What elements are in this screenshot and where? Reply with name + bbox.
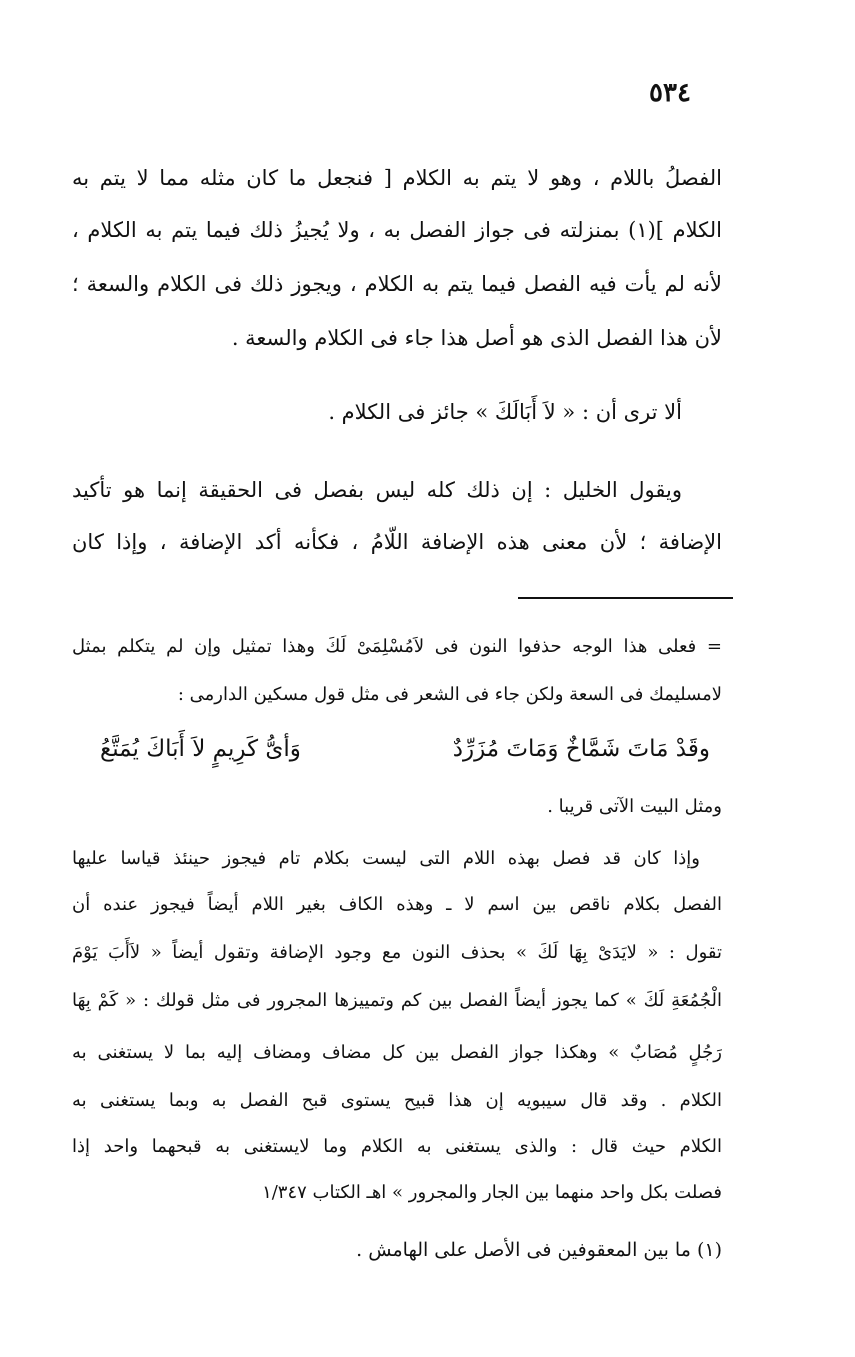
footnote-line: تقول : « لايَدَىْ بِهَا لَكَ » بحذف النون مع وجود الإضافة وتقول أيضاً « لاَأَبَ يَوْمَ (72, 942, 722, 963)
page-number: ٥٣٤ (649, 78, 691, 108)
footnote-line: الكلام حيث قال : والذى يستغنى به الكلام وما لايستغنى به قبحهما واحد إذا (72, 1136, 722, 1157)
footnote-line: ومثل البيت الآتى قريبا . (547, 796, 722, 817)
text-line: لأنه لم يأت فيه الفصل فيما يتم به الكلام ، ويجوز ذلك فى الكلام والسعة ؛ (72, 272, 722, 296)
footnote-line: رَجُلٍ مُصَابٌ » وهكذا جواز الفصل بين كل مضاف ومضاف إليه بما لا يستغنى به (72, 1042, 722, 1063)
poem-second-hemistich: وَأىُّ كَرِيمٍ لاَ أَبَاكَ يُمَتَّعُ (100, 736, 301, 762)
text-line: ألا ترى أن : « لاَ أَبَالَكَ » جائز فى الكلام . (328, 400, 682, 424)
footnote-1: (١) ما بين المعقوفين فى الأصل على الهامش . (356, 1239, 722, 1261)
footnote-line: الكلام . وقد قال سيبويه إن هذا قبيح يستوى قبح الفصل به وبما يستغنى به (72, 1090, 722, 1111)
footnote-line: لامسليمك فى السعة ولكن جاء فى الشعر فى مثل قول مسكين الدارمى : (177, 684, 722, 705)
footnote-line: وإذا كان قد فصل بهذه اللام التى ليست بكلام تام فيجوز حينئذ قياسا عليها (72, 848, 700, 869)
text-line: الإضافة ؛ لأن معنى هذه الإضافة اللّامُ ، فكأنه أكد الإضافة ، وإذا كان (72, 530, 722, 554)
footnote-separator (518, 597, 733, 599)
text-line: الفصلُ باللام ، وهو لا يتم به الكلام [ فنجعل ما كان مثله مما لا يتم به (72, 166, 722, 190)
text-line: لأن هذا الفصل الذى هو أصل هذا جاء فى الكلام والسعة . (231, 326, 722, 350)
footnote-line: الفصل بكلام ناقص بين اسم لا ـ وهذه الكاف بغير اللام أيضاً فيجوز عنده أن (72, 894, 722, 915)
text-line: الكلام ](١) بمنزلته فى جواز الفصل به ، ولا يُجيزُ ذلك فيما يتم به الكلام ، (72, 218, 722, 242)
footnote-line: فصلت بكل واحد منهما بين الجار والمجرور » اهـ الكتاب ١/٣٤٧ (262, 1182, 722, 1203)
footnote-line: = فعلى هذا الوجه حذفوا النون فى لاَمُسْلِمَىْ لَكَ وهذا تمثيل وإن لم يتكلم بمثل (72, 636, 722, 657)
poem-first-hemistich: وقَدْ مَاتَ شَمَّاخٌ وَمَاتَ مُزَرِّدٌ (452, 736, 710, 762)
text-line: ويقول الخليل : إن ذلك كله ليس بفصل فى الحقيقة إنما هو تأكيد (72, 478, 682, 502)
poem-verse (100, 730, 710, 780)
footnote-line: الْجُمُعَةِ لَكَ » كما يجوز أيضاً الفصل بين كم وتمييزها المجرور فى مثل قولك : « كَمْ بِهَا (72, 990, 722, 1011)
